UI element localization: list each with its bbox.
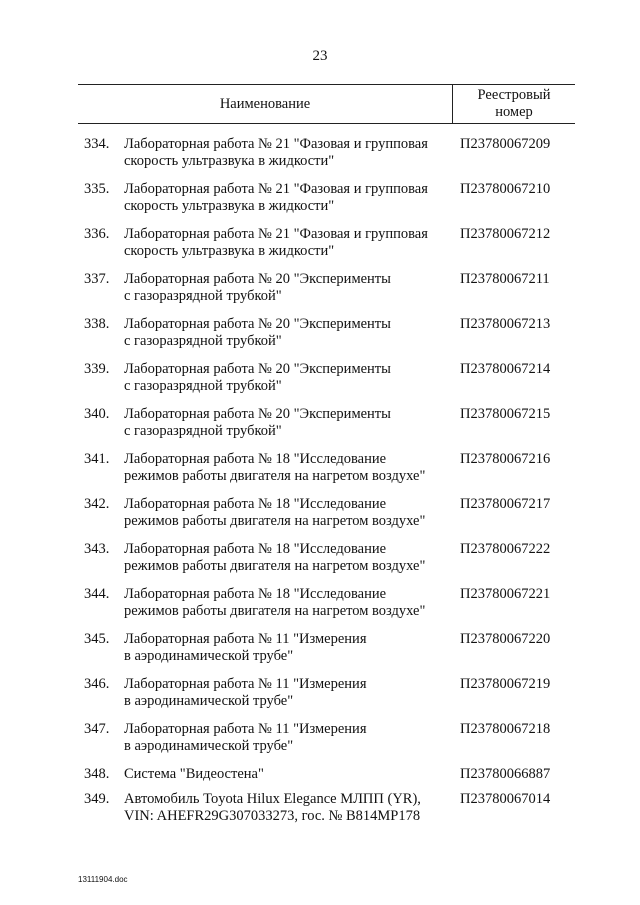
row-name: Лабораторная работа № 20 "Эксперименты с газоразрядной трубкой": [124, 406, 391, 439]
row-registry-number: П23780067213: [460, 316, 551, 332]
row-number: 339.: [84, 361, 110, 377]
row-name: Лабораторная работа № 20 "Эксперименты с газоразрядной трубкой": [124, 271, 391, 304]
table-row: [84, 361, 550, 395]
table-row: [84, 496, 550, 530]
row-name: Лабораторная работа № 18 "Исследование режимов работы двигателя на нагретом воздухе": [124, 496, 426, 529]
row-registry-number: П23780066887: [460, 766, 551, 782]
table-row: [84, 451, 550, 485]
row-registry-number: П23780067212: [460, 226, 551, 242]
column-header-registry: [453, 87, 575, 121]
table-row: [84, 766, 550, 783]
row-name: Лабораторная работа № 20 "Эксперименты с газоразрядной трубкой": [124, 316, 391, 349]
row-number: 347.: [84, 721, 110, 737]
row-number: 337.: [84, 271, 110, 287]
row-registry-number: П23780067216: [460, 451, 551, 467]
document-filename: 13111904.doc: [78, 875, 128, 884]
row-name: Лабораторная работа № 11 "Измерения в аэродинамической трубе": [124, 676, 367, 709]
row-registry-number: П23780067221: [460, 586, 551, 602]
table-row: [84, 136, 550, 170]
table-top-rule: [78, 84, 575, 85]
row-registry-number: П23780067210: [460, 181, 551, 197]
row-name: Лабораторная работа № 11 "Измерения в аэродинамической трубе": [124, 721, 367, 754]
row-registry-number: П23780067215: [460, 406, 551, 422]
row-name: Автомобиль Toyota Hilux Elegance МЛПП (YR), VIN: AHEFR29G307033273, гос. № В814МР178: [124, 791, 421, 824]
row-name: Лабораторная работа № 11 "Измерения в аэродинамической трубе": [124, 631, 367, 664]
row-registry-number: П23780067218: [460, 721, 551, 737]
row-registry-number: П23780067219: [460, 676, 551, 692]
table-row: [84, 181, 550, 215]
row-name: Лабораторная работа № 21 "Фазовая и групповая скорость ультразвука в жидкости": [124, 226, 428, 259]
row-number: 342.: [84, 496, 110, 512]
column-header-registry-text: Реестровый номер: [477, 87, 551, 120]
page-number: 23: [312, 48, 328, 64]
table-row: [84, 631, 550, 665]
row-number: 346.: [84, 676, 110, 692]
table-row: [84, 316, 550, 350]
row-number: 349.: [84, 791, 110, 807]
row-registry-number: П23780067214: [460, 361, 551, 377]
table-row: [84, 541, 550, 575]
row-registry-number: П23780067014: [460, 791, 551, 807]
row-registry-number: П23780067211: [460, 271, 550, 287]
table-header-rule: [78, 123, 575, 124]
row-registry-number: П23780067220: [460, 631, 551, 647]
row-registry-number: П23780067222: [460, 541, 551, 557]
column-header-name: Наименование: [219, 96, 311, 112]
row-registry-number: П23780067209: [460, 136, 551, 152]
table-row: [84, 676, 550, 710]
row-number: 334.: [84, 136, 110, 152]
row-name: Лабораторная работа № 21 "Фазовая и групповая скорость ультразвука в жидкости": [124, 181, 428, 214]
row-number: 336.: [84, 226, 110, 242]
row-name: Лабораторная работа № 18 "Исследование режимов работы двигателя на нагретом воздухе": [124, 586, 426, 619]
row-name: Лабораторная работа № 20 "Эксперименты с газоразрядной трубкой": [124, 361, 391, 394]
table-row: [84, 586, 550, 620]
row-number: 343.: [84, 541, 110, 557]
table-row: [84, 226, 550, 260]
table-row: [84, 271, 550, 305]
row-number: 348.: [84, 766, 110, 782]
row-name: Лабораторная работа № 18 "Исследование режимов работы двигателя на нагретом воздухе": [124, 451, 426, 484]
row-name: Лабораторная работа № 18 "Исследование режимов работы двигателя на нагретом воздухе": [124, 541, 426, 574]
row-number: 344.: [84, 586, 110, 602]
row-name: Система "Видеостена": [124, 766, 264, 782]
row-number: 338.: [84, 316, 110, 332]
row-number: 345.: [84, 631, 110, 647]
table-row: [84, 406, 550, 440]
row-registry-number: П23780067217: [460, 496, 551, 512]
row-name: Лабораторная работа № 21 "Фазовая и групповая скорость ультразвука в жидкости": [124, 136, 428, 169]
row-number: 335.: [84, 181, 110, 197]
table-row: [84, 721, 550, 755]
row-number: 340.: [84, 406, 110, 422]
table-row: [84, 791, 550, 825]
row-number: 341.: [84, 451, 110, 467]
